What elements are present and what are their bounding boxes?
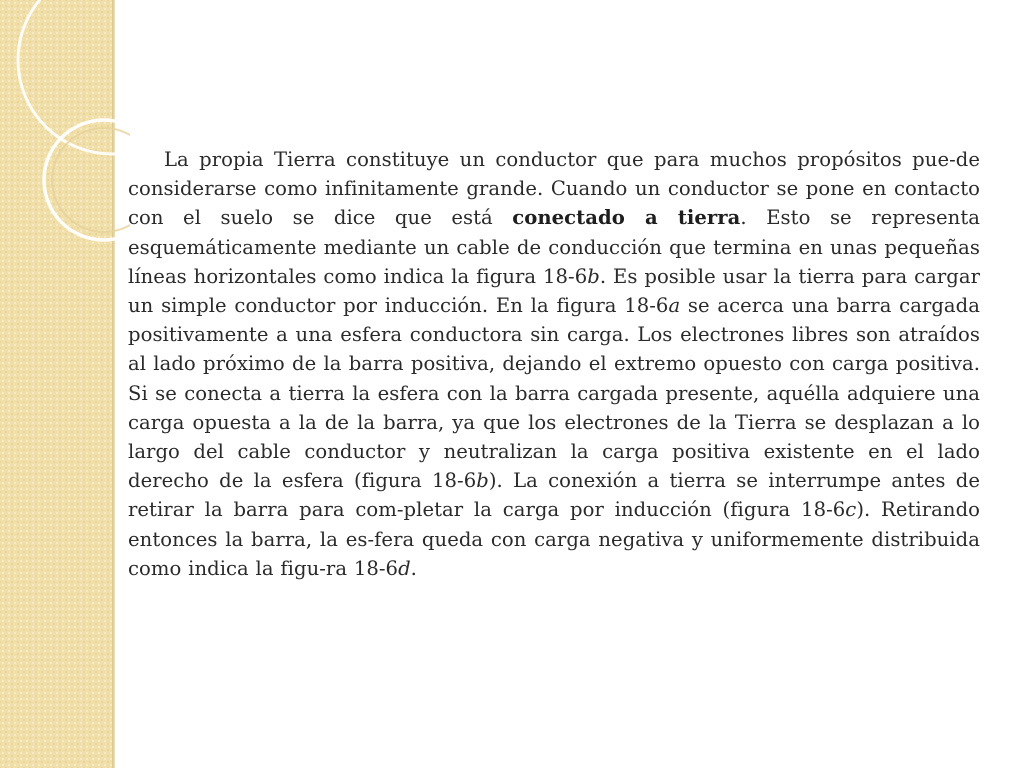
paragraph-text-3: . Es posible usar la tierra para cargar un simple conductor por inducción. En la figura 18-6 (128, 264, 980, 318)
paragraph-text-1: La propia Tierra constituye un conductor que para muchos propósitos pue-de considerarse como infinitamente grande. Cuando un conductor se pone en contacto con el suelo se dice que está (128, 148, 980, 230)
figure-ref-b-2: b (476, 469, 489, 493)
body-paragraph (128, 145, 980, 583)
decorative-circles (0, 0, 130, 260)
ornament-circle-top (18, 0, 130, 154)
paragraph-text-6: ). Retirando entonces la barra, la es-fera queda con carga negativa y uniformemente distribuida como indica la figu-ra 18-6 (128, 498, 981, 580)
paragraph-text-7: . (410, 556, 417, 580)
bold-term: conectado a tierra (512, 206, 741, 230)
figure-ref-d: d (398, 556, 411, 580)
figure-ref-c: c (845, 498, 857, 522)
figure-ref-b: b (587, 264, 600, 288)
figure-ref-a: a (668, 294, 681, 318)
ornament-circle-inner (52, 128, 130, 232)
paragraph-text-5: ). La conexión a tierra se interrumpe antes de retirar la barra para com-pletar la carga por inducción (figura 18-6 (128, 469, 980, 522)
paragraph-text-4: se acerca una barra cargada positivamente a una esfera conductora sin carga. Los electrones libres son atraídos al lado próximo de la barra positiva, dejando el extremo opuesto con carga positiva. Si se conecta a tierra la esfera con la barra cargada presente, aquélla adquiere una carga opuesta a la de la barra, ya que los electrones de la Tierra se desplazan a lo largo del cable conductor y neutralizan la carga positiva existente en el lado derecho de la esfera (figura 18-6 (128, 294, 980, 493)
paragraph-text-2: . Esto se representa esquemáticamente mediante un cable de conducción que termina en unas pequeñas líneas horizontales como indica la figura 18-6 (128, 206, 980, 288)
